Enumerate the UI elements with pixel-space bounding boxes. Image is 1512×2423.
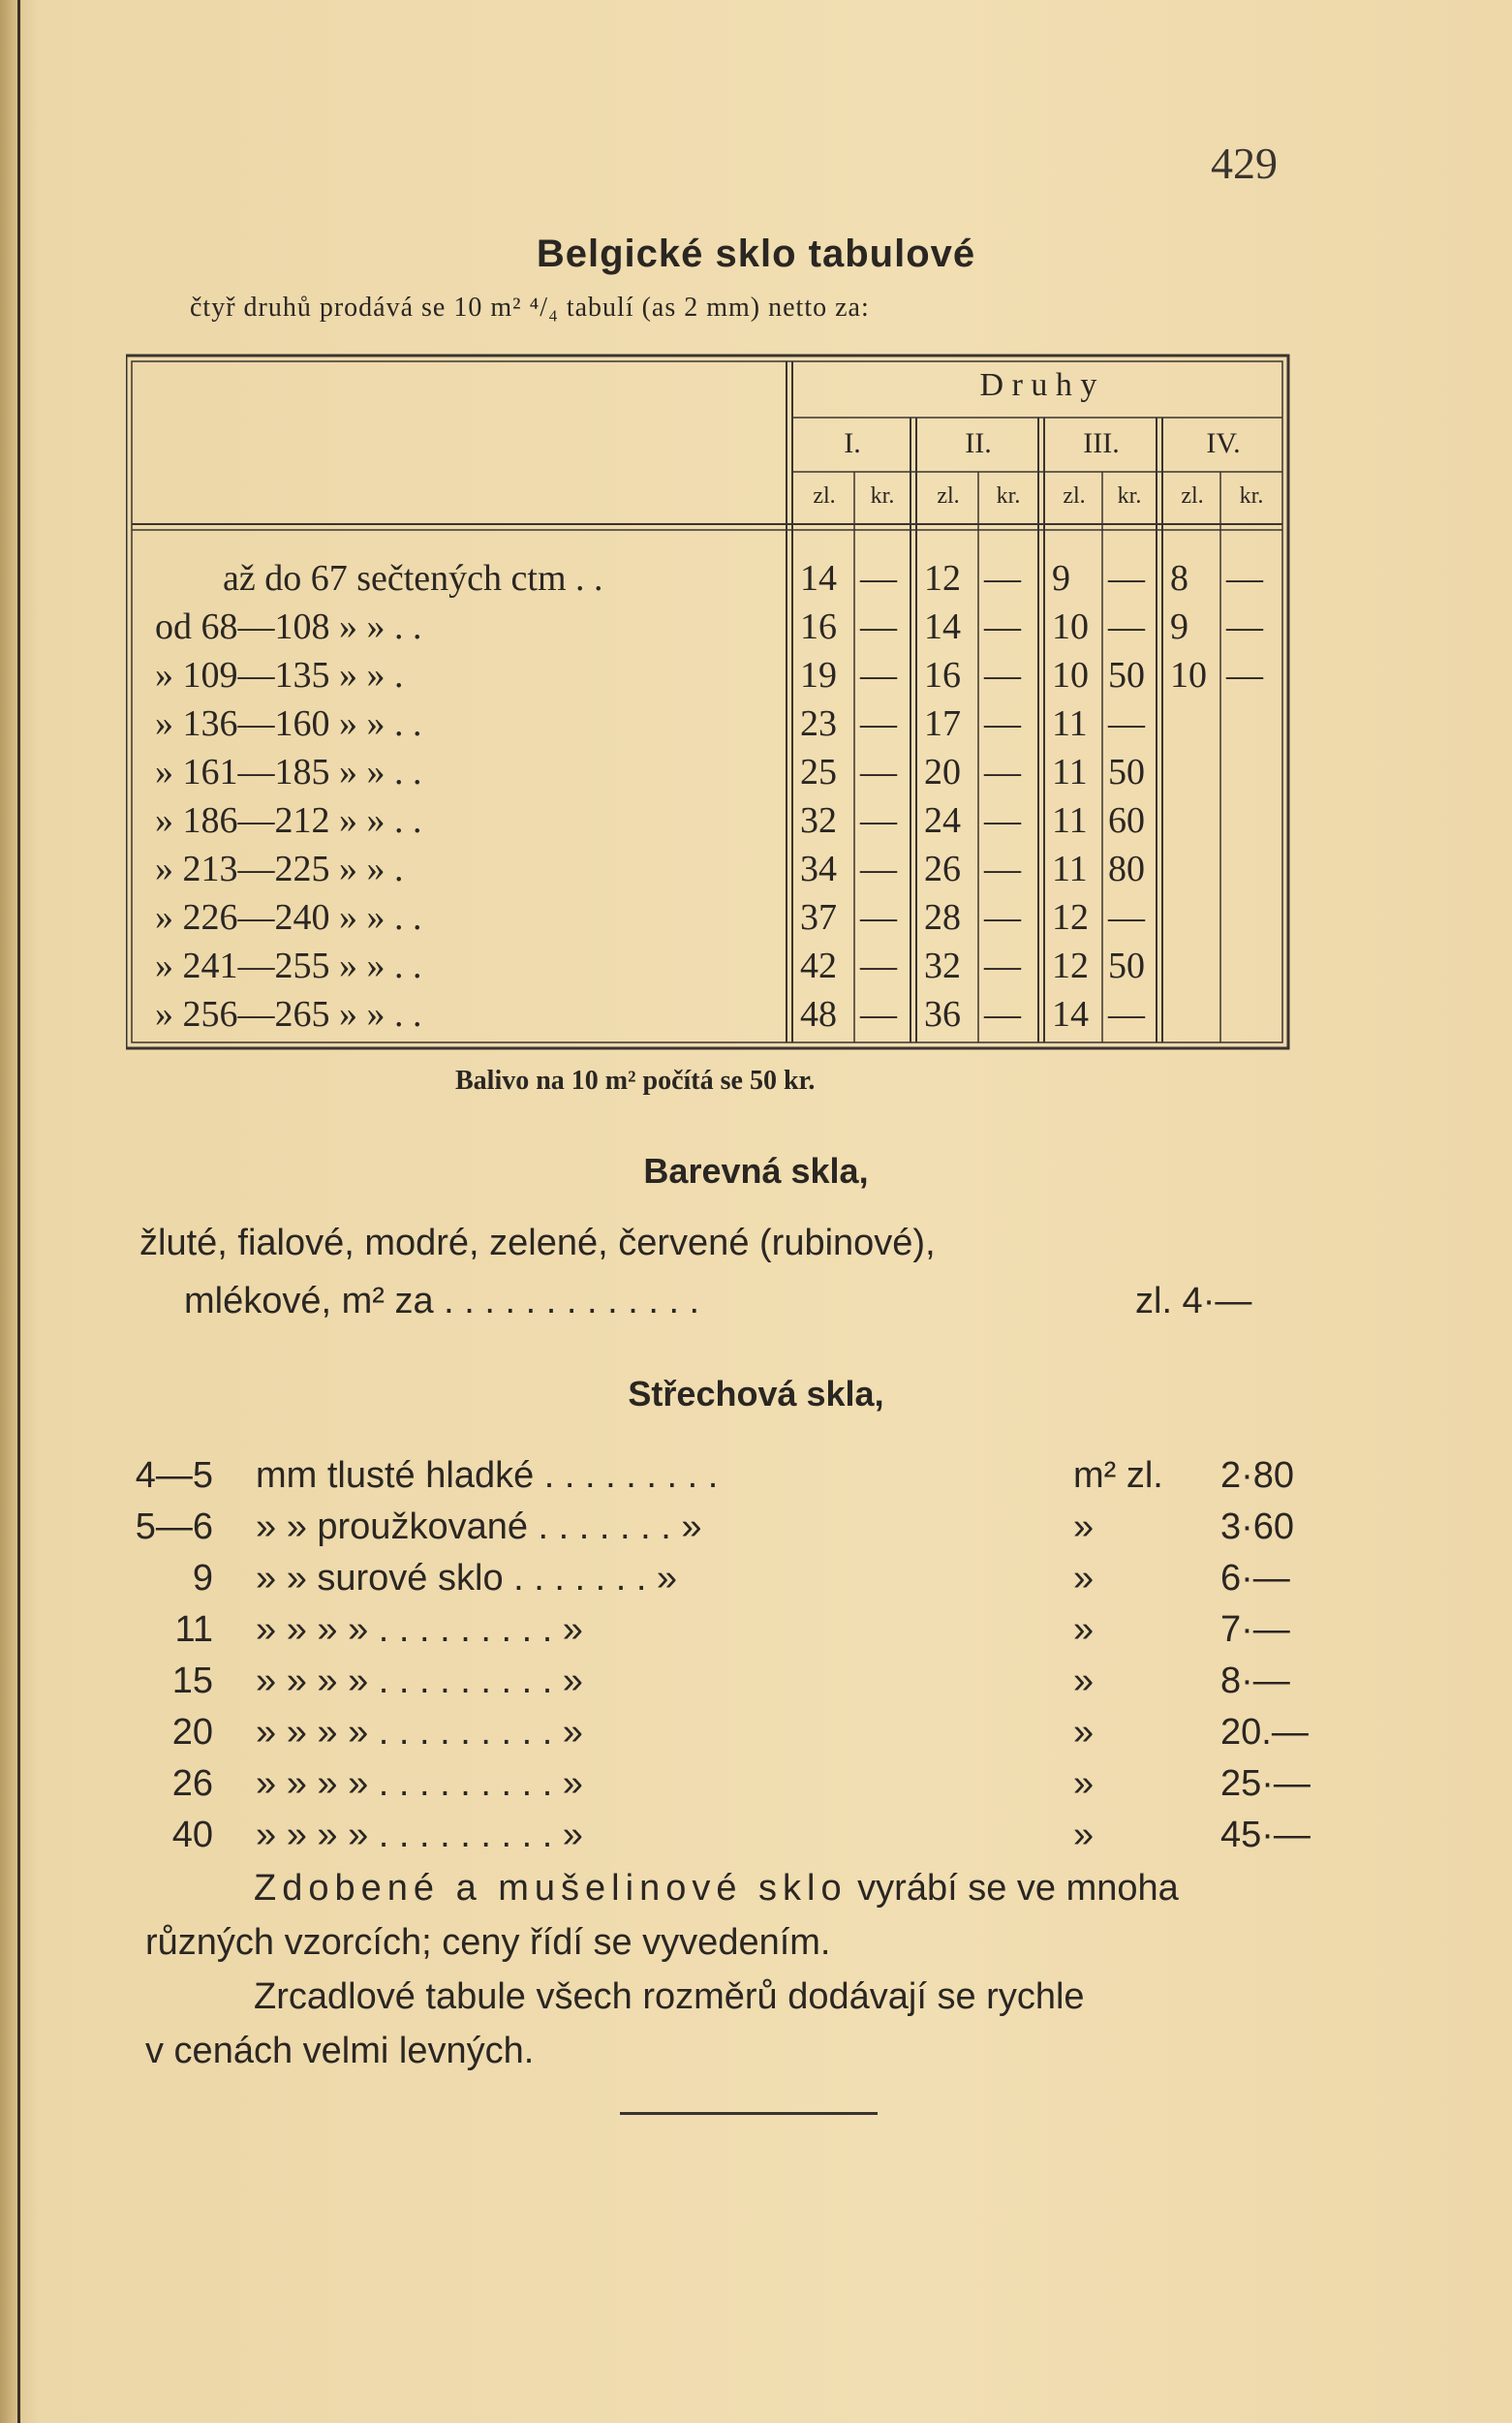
- roof-price: 20.—: [1220, 1712, 1309, 1753]
- table-cell: —: [984, 752, 1021, 792]
- roof-thickness: 15: [171, 1661, 213, 1701]
- roof-description: » » surové sklo . . . . . . . »: [256, 1558, 678, 1599]
- roof-description: » » » » . . . . . . . . . »: [256, 1661, 583, 1701]
- header-type-4: IV.: [1206, 427, 1241, 459]
- unit-zl-3: zl.: [1063, 483, 1086, 509]
- table-cell: —: [860, 946, 897, 986]
- packaging-note: Balivo na 10 m² počítá se 50 kr.: [455, 1066, 816, 1096]
- book-spine: [0, 0, 21, 2423]
- table-cell: —: [984, 606, 1021, 647]
- roof-glass-row: [136, 1609, 1298, 1660]
- table-cell: 12: [1052, 897, 1089, 938]
- table-cell: —: [984, 946, 1021, 986]
- table-cell: 42: [800, 946, 837, 986]
- closing-p2-line2: v cenách velmi levných.: [145, 2031, 535, 2071]
- roof-thickness: 11: [174, 1609, 213, 1650]
- table-cell: —: [984, 800, 1021, 841]
- table-cell: 16: [800, 606, 837, 647]
- table-cell: 11: [1052, 703, 1088, 744]
- table-row-label: » 256—265 » » . .: [155, 994, 422, 1035]
- closing-p1-line2: různých vzorcích; ceny řídí se vyvedením.: [145, 1922, 831, 1963]
- table-cell: —: [984, 994, 1021, 1035]
- table-cell: —: [984, 897, 1021, 938]
- roof-description: » » proužkované . . . . . . . »: [256, 1507, 702, 1547]
- roof-glass-row: [136, 1815, 1311, 1865]
- table-cell: 60: [1108, 800, 1145, 841]
- table-cell: 10: [1170, 655, 1207, 696]
- roof-price: 6·—: [1220, 1558, 1290, 1599]
- table-cell: —: [860, 703, 897, 744]
- roof-thickness: 40: [171, 1815, 213, 1855]
- table-cell: 37: [800, 897, 837, 938]
- roof-price: 45·—: [1220, 1815, 1311, 1855]
- table-cell: —: [860, 655, 897, 696]
- table-cell: —: [984, 558, 1021, 599]
- table-cell: —: [984, 655, 1021, 696]
- table-cell: —: [1108, 897, 1145, 938]
- table-cell: 9: [1052, 558, 1070, 599]
- roof-price: 2·80: [1220, 1455, 1295, 1496]
- price-table: [126, 354, 1288, 1051]
- table-cell: 36: [924, 994, 961, 1035]
- closing-p2-line1: Zrcadlové tabule všech rozměrů dodávají se rychle: [254, 1976, 1085, 2017]
- closing-p1-spaced: Zdobené a mušelinové sklo: [254, 1868, 848, 1909]
- colored-glass-line1: žluté, fialové, modré, zelené, červené (rubinové),: [139, 1223, 936, 1263]
- table-cell: 48: [800, 994, 837, 1035]
- table-cell: 14: [924, 606, 961, 647]
- table-cell: 34: [800, 849, 837, 889]
- table-cell: —: [860, 752, 897, 792]
- header-type-3: III.: [1083, 427, 1120, 459]
- roof-description: mm tlusté hladké . . . . . . . . .: [256, 1455, 719, 1496]
- section-title-belgian-glass: Belgické sklo tabulové: [536, 233, 976, 275]
- table-cell: —: [1108, 558, 1145, 599]
- table-cell: —: [1226, 558, 1263, 599]
- table-cell: 9: [1170, 606, 1188, 647]
- table-cell: 10: [1052, 606, 1089, 647]
- roof-glass-row: [136, 1763, 1311, 1814]
- table-row-label: » 109—135 » » .: [155, 655, 404, 696]
- table-cell: 50: [1108, 655, 1145, 696]
- roof-unit: »: [1073, 1712, 1095, 1753]
- table-cell: —: [1108, 703, 1145, 744]
- roof-price: 8·—: [1220, 1661, 1290, 1701]
- roof-unit: »: [1073, 1763, 1095, 1804]
- roof-price: 3·60: [1220, 1507, 1295, 1547]
- roof-glass-row: [136, 1455, 1298, 1506]
- table-cell: —: [860, 897, 897, 938]
- roof-description: » » » » . . . . . . . . . »: [256, 1609, 583, 1650]
- table-cell: 19: [800, 655, 837, 696]
- end-rule: [620, 2112, 878, 2115]
- roof-price: 7·—: [1220, 1609, 1290, 1650]
- unit-kr-4: kr.: [1239, 483, 1264, 509]
- table-cell: —: [860, 994, 897, 1035]
- table-cell: 14: [800, 558, 837, 599]
- table-cell: 50: [1108, 946, 1145, 986]
- roof-description: » » » » . . . . . . . . . »: [256, 1712, 583, 1753]
- table-cell: 32: [800, 800, 837, 841]
- table-cell: 26: [924, 849, 961, 889]
- table-row-label: » 241—255 » » . .: [155, 946, 422, 986]
- closing-p1-line1: [254, 1868, 1179, 1910]
- table-cell: —: [1226, 606, 1263, 647]
- section-title-colored-glass: Barevná skla,: [643, 1151, 869, 1191]
- table-cell: 50: [1108, 752, 1145, 792]
- table-cell: 20: [924, 752, 961, 792]
- table-cell: 16: [924, 655, 961, 696]
- table-cell: 17: [924, 703, 961, 744]
- table-cell: 11: [1052, 849, 1088, 889]
- table-cell: 8: [1170, 558, 1188, 599]
- closing-p1-rest: vyrábí se ve mnoha: [857, 1868, 1179, 1909]
- roof-unit: »: [1073, 1558, 1095, 1599]
- unit-kr-3: kr.: [1117, 483, 1142, 509]
- table-cell: 24: [924, 800, 961, 841]
- table-cell: —: [860, 800, 897, 841]
- unit-zl-1: zl.: [813, 483, 836, 509]
- roof-glass-row: [136, 1661, 1298, 1711]
- table-cell: 11: [1052, 800, 1088, 841]
- table-row-label: od 68—108 » » . .: [155, 606, 422, 647]
- table-cell: —: [860, 606, 897, 647]
- table-cell: —: [1108, 994, 1145, 1035]
- table-cell: 25: [800, 752, 837, 792]
- table-row-label: » 226—240 » » . .: [155, 897, 422, 938]
- unit-zl-2: zl.: [937, 483, 960, 509]
- table-row-label: až do 67 sečtených ctm . .: [223, 558, 603, 599]
- section-subtitle: čtyř druhů prodává se 10 m² ⁴/₄ tabulí (as 2 mm) netto za:: [190, 293, 870, 323]
- table-row-label: » 186—212 » » . .: [155, 800, 422, 841]
- roof-description: » » » » . . . . . . . . . »: [256, 1815, 583, 1855]
- header-druhy: D r u h y: [979, 367, 1097, 403]
- roof-glass-row: [136, 1558, 1298, 1608]
- table-cell: —: [1226, 655, 1263, 696]
- section-title-roof-glass: Střechová skla,: [628, 1374, 884, 1413]
- spine-edge-line: [17, 0, 20, 2423]
- header-type-2: II.: [965, 427, 992, 459]
- table-cell: —: [984, 703, 1021, 744]
- roof-glass-row: [136, 1507, 1298, 1557]
- roof-unit: »: [1073, 1815, 1095, 1855]
- table-row-label: » 161—185 » » . .: [155, 752, 422, 792]
- table-cell: —: [860, 849, 897, 889]
- table-cell: 12: [924, 558, 961, 599]
- page-number: 429: [1211, 139, 1278, 188]
- header-type-1: I.: [844, 427, 861, 459]
- colored-glass-price: zl. 4·—: [1135, 1281, 1252, 1321]
- table-cell: 28: [924, 897, 961, 938]
- table-cell: —: [860, 558, 897, 599]
- roof-thickness: 20: [171, 1712, 213, 1753]
- table-cell: 32: [924, 946, 961, 986]
- table-cell: 14: [1052, 994, 1089, 1035]
- roof-thickness: 5—6: [135, 1507, 213, 1547]
- roof-thickness: 4—5: [135, 1455, 213, 1496]
- unit-kr-2: kr.: [996, 483, 1021, 509]
- roof-glass-row: [136, 1712, 1309, 1762]
- roof-unit: »: [1073, 1661, 1095, 1701]
- roof-unit: »: [1073, 1609, 1095, 1650]
- table-cell: —: [1108, 606, 1145, 647]
- unit-zl-4: zl.: [1181, 483, 1204, 509]
- table-row-label: » 213—225 » » .: [155, 849, 404, 889]
- roof-price: 25·—: [1220, 1763, 1311, 1804]
- table-cell: 80: [1108, 849, 1145, 889]
- roof-thickness: 9: [192, 1558, 213, 1599]
- table-cell: 10: [1052, 655, 1089, 696]
- table-cell: —: [984, 849, 1021, 889]
- table-cell: 12: [1052, 946, 1089, 986]
- roof-unit: m² zl.: [1073, 1455, 1163, 1496]
- roof-unit: »: [1073, 1507, 1095, 1547]
- table-cell: 11: [1052, 752, 1088, 792]
- roof-thickness: 26: [171, 1763, 213, 1804]
- colored-glass-line2: mlékové, m² za . . . . . . . . . . . . .: [184, 1281, 700, 1321]
- table-row-label: » 136—160 » » . .: [155, 703, 422, 744]
- table-cell: 23: [800, 703, 837, 744]
- unit-kr-1: kr.: [870, 483, 895, 509]
- roof-description: » » » » . . . . . . . . . »: [256, 1763, 583, 1804]
